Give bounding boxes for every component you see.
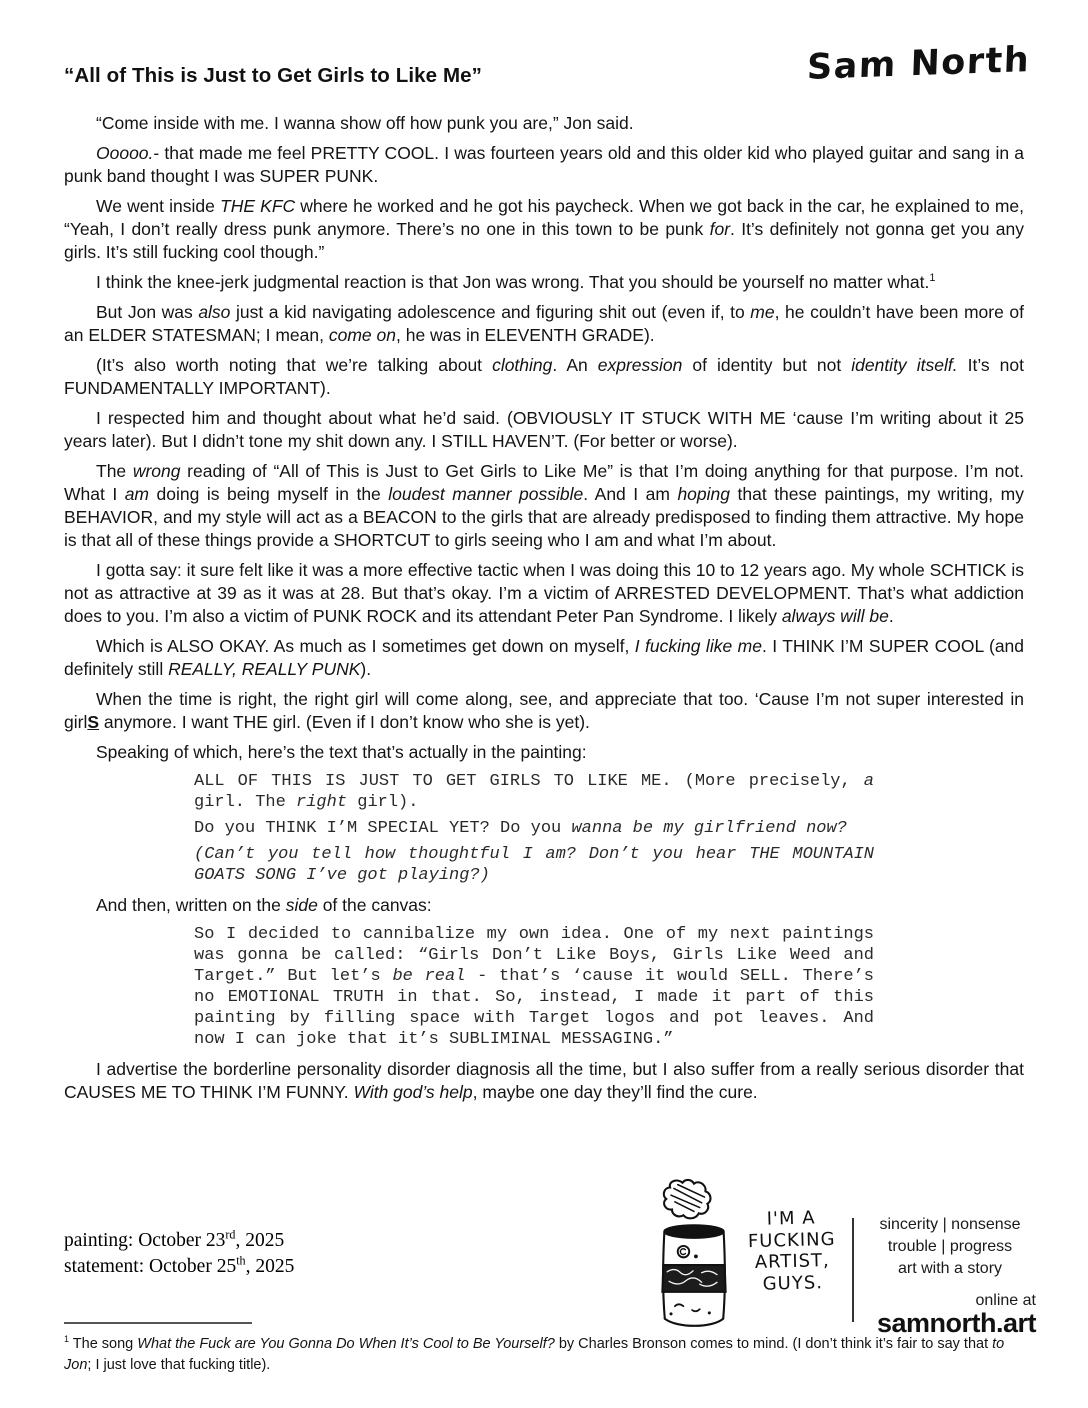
statement-date: statement: October 25th, 2025 — [64, 1253, 295, 1277]
paragraph: Speaking of which, here’s the text that’s actually in the painting: — [96, 742, 587, 762]
paragraph: I respected him and thought about what he’d said. (OBVIOUSLY IT STUCK WITH ME ‘cause I’m writing about it 25 years later). But I didn’t tone my shit down any. I STILL HAVEN’T. (For better or worse). — [64, 408, 1024, 451]
paragraph: Which is ALSO OKAY. As much as I sometimes get down on myself, I fucking like me. I THINK I’M SUPER COOL (and definitely still REALLY, REALLY PUNK). — [64, 636, 1025, 679]
caption-line: ARTIST, — [754, 1250, 831, 1273]
paragraph: “Come inside with me. I wanna show off how punk you are,” Jon said. — [96, 113, 634, 133]
painting-text-line: Do you THINK I’M SPECIAL YET? Do you wanna be my girlfriend now? — [194, 819, 847, 838]
online-at-label: online at — [975, 1292, 1036, 1309]
painting-text-line: (Can’t you tell how thoughtful I am? Don’t you hear THE MOUNTAIN GOATS SONG I’ve got playing?) — [194, 845, 874, 885]
paragraph: But Jon was also just a kid navigating adolescence and figuring shit out (even if, to me, he couldn’t have been more of an ELDER STATESMAN; I mean, come on, he was in ELEVENTH GRADE). — [64, 302, 1024, 345]
tagline: sincerity | nonsense — [879, 1216, 1021, 1233]
tagline: art with a story — [897, 1260, 1003, 1277]
paragraph: I advertise the borderline personality disorder diagnosis all the time, but I also suffer from a really serious disorder that CAUSES ME TO THINK I’M FUNNY. With god’s help, maybe one day they’ll find the cure. — [64, 1059, 1024, 1102]
dates-block — [64, 1228, 294, 1280]
caption-line: I'M A — [766, 1207, 816, 1230]
artist-caption — [745, 1207, 839, 1295]
tagline: trouble | progress — [887, 1238, 1013, 1255]
paragraph: I gotta say: it sure felt like it was a more effective tactic when I was doing this 10 to 12 years ago. My whole SCHTICK is not as attractive at 39 as it was at 28. But that’s okay. I’m a victim of ARRESTED DEVELOPMENT. That’s what addiction does to you. I’m also a victim of PUNK ROCK and its attendant Peter Pan Syndrome. I likely always will be. — [64, 560, 1024, 626]
paint-can-illustration — [646, 1176, 742, 1339]
vertical-divider — [852, 1218, 854, 1322]
artist-signature: Sam North — [806, 40, 1031, 88]
paragraph: And then, written on the side of the canvas: — [96, 895, 432, 915]
painting-text-block — [194, 771, 874, 886]
page-title: “All of This is Just to Get Girls to Like Me” — [64, 64, 482, 87]
caption-line: GUYS. — [762, 1271, 824, 1295]
footnote: $^1$ The song What the Fuck are You Gonna Do When It’s Cool to Be Yourself? by Charles Bronson comes to mind. (I don’t think it’s fair to say that to Jon; I just love that fucking title). — [64, 1334, 1005, 1373]
paragraph: When the time is right, the right girl will come along, see, and appreciate that too. ‘Cause I’m not super interested in girlS anymore. I want THE girl. (Even if I don’t know who she is yet). — [64, 689, 1024, 732]
canvas-side-text-block — [194, 924, 874, 1050]
brand-text-block — [864, 1214, 1036, 1339]
paint-can-icon — [646, 1176, 742, 1334]
paragraph: (It’s also worth noting that we’re talking about clothing. An expression of identity but not identity itself. It’s not FUNDAMENTALLY IMPORTANT). — [64, 355, 1024, 398]
footnote-separator — [64, 1322, 252, 1324]
canvas-side-text-line: So I decided to cannibalize my own idea. One of my next paintings was gonna be called: “Girls Don’t Like Boys, Girls Like Weed and Target.” But let’s be real - that’s ‘cause it would SELL. There’s no EMOTIONAL TRUTH in that. So, instead, I made it part of this painting by filling space with Target logos and pot leaves. And now I can joke that it’s SUBLIMINAL MESSAGING.” — [194, 925, 874, 1049]
painting-date: painting: October 23rd, 2025 — [64, 1227, 285, 1251]
paragraph: The wrong reading of “All of This is Just to Get Girls to Like Me” is that I’m doing anything for that purpose. I’m not. What I am doing is being myself in the loudest manner possible. And I am hoping that these paintings, my writing, my BEHAVIOR, and my style will act as a BEACON to the girls that are already predisposed to finding them attractive. My hope is that all of these things provide a SHORTCUT to girls seeing who I am and what I’m about. — [64, 461, 1024, 550]
caption-line: FUCKING — [747, 1228, 836, 1252]
website-url: samnorth.art — [876, 1308, 1036, 1338]
footer-logo-cluster — [646, 1176, 1036, 1339]
painting-text-line: ALL OF THIS IS JUST TO GET GIRLS TO LIKE ME. (More precisely, a girl. The right girl). — [194, 772, 874, 812]
page-header — [64, 40, 1031, 88]
paragraph: I think the knee-jerk judgmental reaction is that Jon was wrong. That you should be yourself no matter what.$^1$ — [96, 272, 936, 292]
paragraph: We went inside THE KFC where he worked and he got his paycheck. When we got back in the car, he explained to me, “Yeah, I don’t really dress punk anymore. There’s no one in this town to be punk for. It’s definitely not gonna get you any girls. It’s still fucking cool though.” — [64, 196, 1024, 262]
taglines — [864, 1214, 1036, 1280]
paragraph: Ooooo.- that made me feel PRETTY COOL. I was fourteen years old and this older kid who played guitar and sang in a punk band thought I was SUPER PUNK. — [64, 143, 1024, 186]
